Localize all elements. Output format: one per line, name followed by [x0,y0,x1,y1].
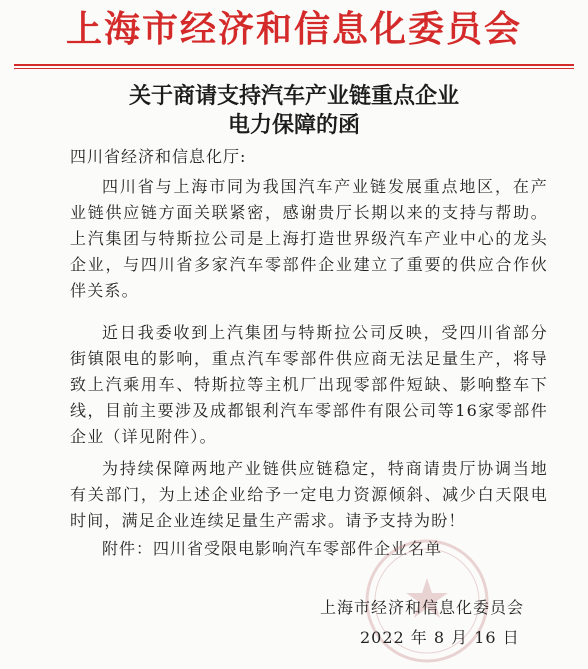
letterhead: 上海市经济和信息化委员会 [65,9,522,50]
body-paragraph-2: 近日我委收到上汽集团与特斯拉公司反映，受四川省部分街镇限电的影响，重点汽车零部件供应商无法足量生产，将导致上汽乘用车、特斯拉等主机厂出现零部件短缺、影响整车下线，目前主要涉及成都银利汽车零部件有限公司等16家零部件企业（详见附件）。 [70,323,548,446]
letterhead-rule-thin [14,68,574,69]
signature-date: 2022 年 8 月 16 日 [360,628,520,647]
body-paragraph-3: 为持续保障两地产业链供应链稳定，特商请贵厅协调当地有关部门，为上述企业给予一定电力资源倾斜、减少白天限电时间，满足企业连续足量生产需求。请予支持为盼！ [70,459,548,530]
letterhead-rule [14,64,574,66]
document-title-line-1: 关于商请支持汽车产业链重点企业 [128,84,459,109]
salutation: 四川省经济和信息化厅: [70,147,247,166]
signature-organization: 上海市经济和信息化委员会 [320,598,525,617]
body-paragraph-1: 四川省与上海市同为我国汽车产业链发展重点地区，在产业链供应链方面关联紧密，感谢贵厅长期以来的支持与帮助。上汽集团与特斯拉公司是上海打造世界级汽车产业中心的龙头企业，与四川省多家汽车零部件企业建立了重要的供应合作伙伴关系。 [70,177,548,300]
document-title-line-2: 电力保障的函 [227,113,360,138]
attachment-note: 附件：四川省受限电影响汽车零部件企业名单 [102,539,443,558]
